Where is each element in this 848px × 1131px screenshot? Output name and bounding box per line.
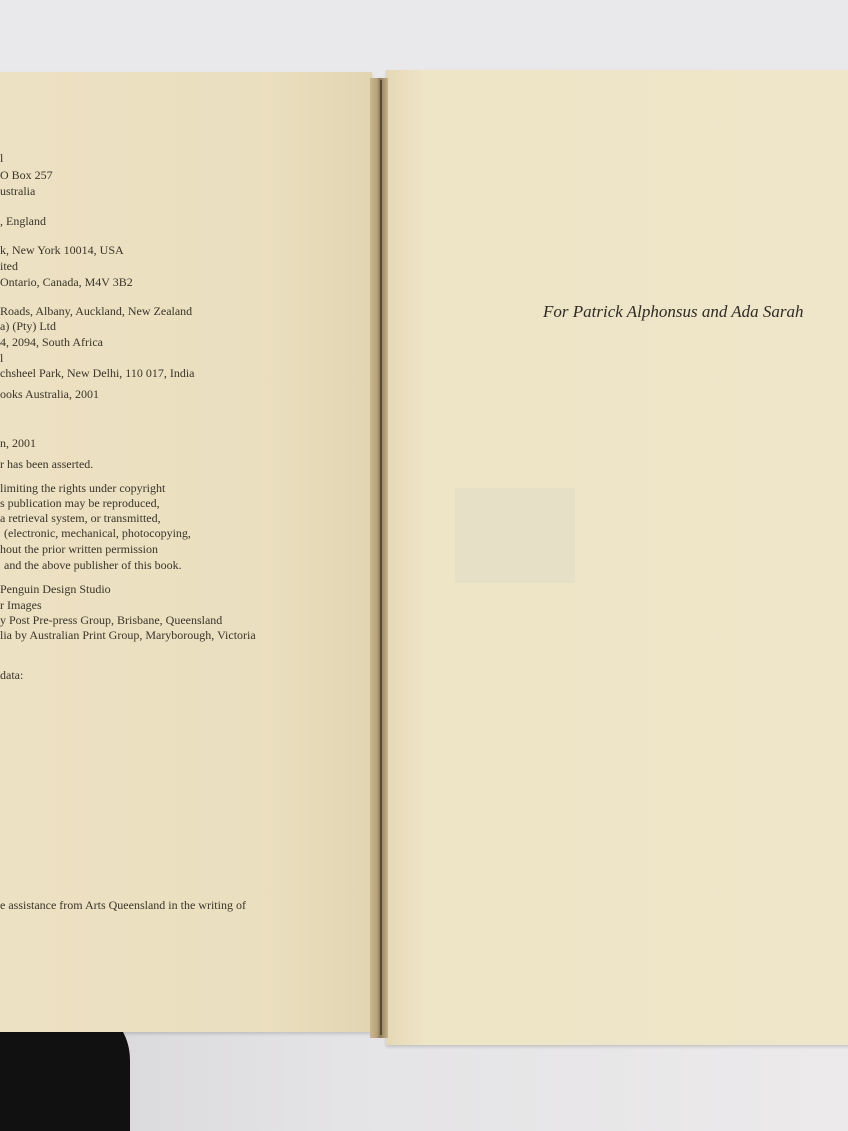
dedication-text: For Patrick Alphonsus and Ada Sarah [543,302,804,321]
imprint-line: e assistance from Arts Queensland in the writing of [0,898,246,912]
imprint-line: Roads, Albany, Auckland, New Zealand [0,304,193,318]
imprint-line: s publication may be reproduced, [0,496,160,510]
imprint-line: k, New York 10014, USA [0,243,124,257]
imprint-line: lia by Australian Print Group, Maryborough, Victoria [0,628,256,642]
imprint-line: r Images [0,598,42,612]
imprint-line: 4, 2094, South Africa [0,335,103,349]
imprint-line: (electronic, mechanical, photocopying, [4,526,191,540]
imprint-line: Penguin Design Studio [0,582,111,596]
imprint-line: n, 2001 [0,436,36,450]
book-spine [370,78,388,1038]
imprint-line: O Box 257 [0,168,53,182]
imprint-line: l [0,351,4,365]
spine-fold [380,80,382,1035]
bleed-through-mark [455,488,575,583]
imprint-line: a) (Pty) Ltd [0,319,56,333]
imprint-line: y Post Pre-press Group, Brisbane, Queensland [0,613,223,627]
imprint-line: a retrieval system, or transmitted, [0,511,161,525]
imprint-line: and the above publisher of this book. [4,558,182,572]
imprint-line: ustralia [0,184,36,198]
imprint-line: data: [0,668,24,682]
imprint-line: l [0,151,4,165]
imprint-line: hout the prior written permission [0,542,158,556]
imprint-line: r has been asserted. [0,457,94,471]
imprint-line: chsheel Park, New Delhi, 110 017, India [0,366,195,380]
imprint-line: , England [0,214,46,228]
imprint-line: limiting the rights under copyright [0,481,166,495]
imprint-line: Ontario, Canada, M4V 3B2 [0,275,133,289]
imprint-line: ited [0,259,18,273]
imprint-line: ooks Australia, 2001 [0,387,99,401]
